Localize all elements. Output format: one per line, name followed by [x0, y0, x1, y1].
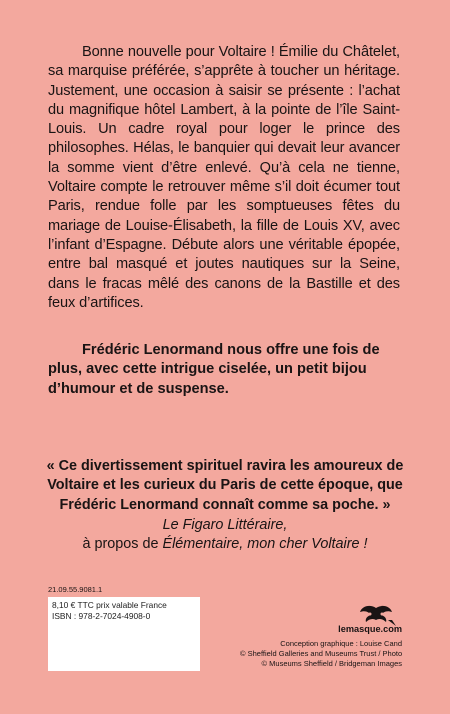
credit-line: © Sheffield Galleries and Museums Trust / Photo [240, 649, 403, 658]
isbn-label: ISBN : 978-2-7024-4908-0 [52, 610, 151, 621]
author-praise-paragraph: Frédéric Lenormand nous offre une fois de plus, avec cette intrigue ciselée, un petit bijou d’humour et de suspense. [48, 342, 380, 397]
review-about-title: Élémentaire, mon cher Voltaire ! [162, 536, 368, 553]
price-label: 8,10 € TTC prix valable France [52, 600, 167, 610]
summary-paragraph: Bonne nouvelle pour Voltaire ! Émilie du Châtelet, sa marquise préférée, s’apprête à toucher un héritage. Justement, une occasion à saisir se présente : l’achat du magnifique hôtel Lambert, à la pointe de l’île Saint-Louis. Un cadre royal pour loger le prince des philosophes. Hélas, le banquier qui devait leur avancer la somme vient d’être enlevé. Qu’à cela ne tienne, Voltaire compte le retrouver même s’il doit écumer tout Paris, rendue folle par les somptueuses fêtes du mariage de Louise-Élisabeth, la fille de Louis XV, avec l’infant d’Espagne. Débute alors une véritable épopée, entre bal masqué et joutes nautiques sur la Seine, dans le fracas mêlé des canons de la Bastille et des feux d’artifices. [48, 44, 400, 311]
price-box [48, 597, 200, 671]
review-quote: « Ce divertissement spirituel ravira les amoureux de Voltaire et les curieux du Paris de cette époque, que Frédéric Lenormand connaît comme sa poche. » [46, 458, 404, 513]
review-source [40, 516, 410, 555]
review-publication: Le Figaro Littéraire, [162, 517, 288, 533]
review-about-prefix: à propos de [82, 536, 163, 553]
credit-line: Conception graphique : Louise Cand [280, 639, 402, 648]
website-link[interactable]: lemasque.com [338, 624, 402, 634]
product-code: 21.09.55.9081.1 [48, 585, 103, 594]
credit-line: © Museums Sheffield / Bridgeman Images [261, 659, 402, 668]
credits [240, 639, 402, 669]
